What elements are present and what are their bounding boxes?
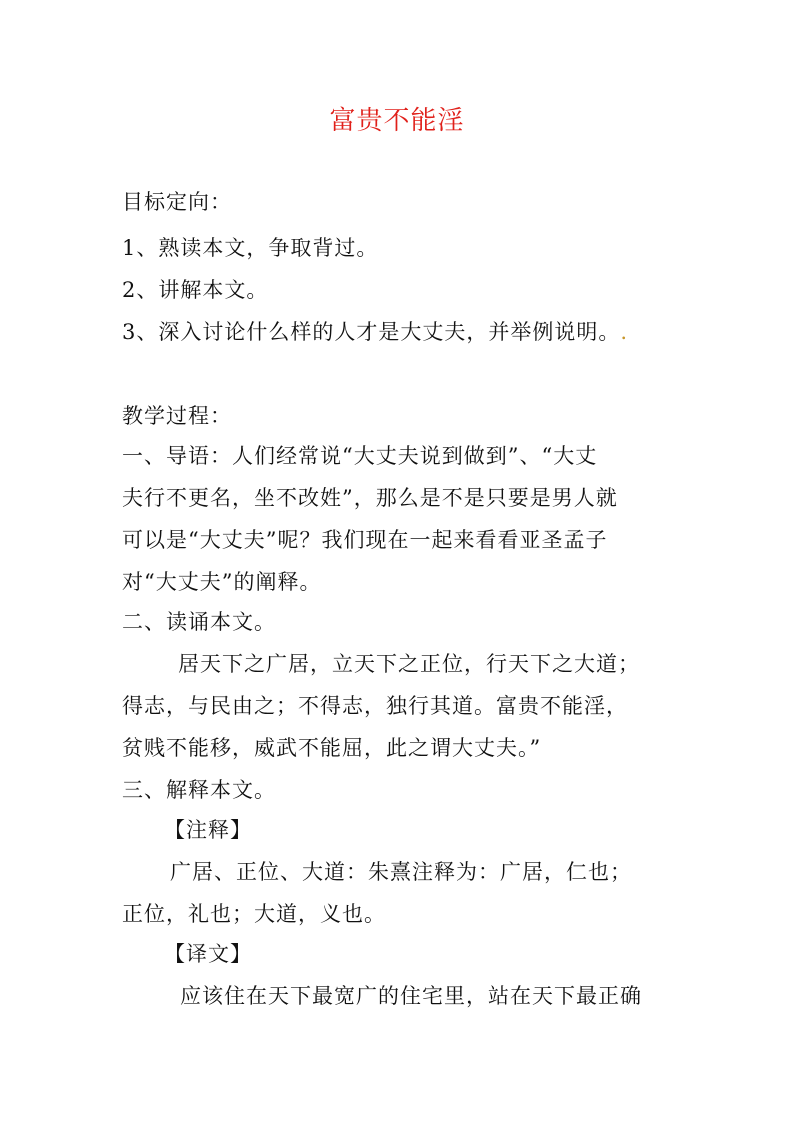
notes-line-1: 广居、正位、大道：朱熹注释为：广居，仁也； <box>170 860 632 884</box>
read-heading: 二、读诵本文。 <box>122 610 276 634</box>
process-heading: 教学过程： <box>122 404 232 428</box>
notes-line-2: 正位，礼也；大道，义也。 <box>122 902 386 926</box>
goal-item-1: 1、熟读本文，争取背过。 <box>122 236 379 260</box>
text-line-2: 得志，与民由之；不得志，独行其道。富贵不能淫， <box>122 694 628 718</box>
translation-line-1: 应该住在天下最宽广的住宅里，站在天下最正确 <box>180 984 642 1008</box>
trailing-mark: . <box>620 320 629 344</box>
text-line-1: 居天下之广居，立天下之正位，行天下之大道； <box>178 652 640 676</box>
text-line-3: 贫贱不能移，威武不能屈，此之谓大丈夫。” <box>122 736 542 760</box>
intro-line-4: 对“大丈夫”的阐释。 <box>122 570 322 594</box>
goal-item-3: 3、深入讨论什么样的人才是大丈夫，并举例说明。 <box>122 320 621 344</box>
goal-item-3-wrap <box>122 316 628 346</box>
page-title: 富贵不能淫 <box>329 106 465 136</box>
goal-heading: 目标定向： <box>122 190 232 214</box>
intro-line-1: 一、导语：人们经常说“大丈夫说到做到”、“大丈 <box>122 444 598 468</box>
translation-label: 【译文】 <box>164 942 252 966</box>
goal-item-2: 2、讲解本文。 <box>122 278 269 302</box>
intro-line-3: 可以是“大丈夫”呢？我们现在一起来看看亚圣孟子 <box>122 528 608 552</box>
explain-heading: 三、解释本文。 <box>122 778 276 802</box>
notes-label: 【注释】 <box>164 818 252 842</box>
intro-line-2: 夫行不更名，坐不改姓”，那么是不是只要是男人就 <box>122 486 618 510</box>
